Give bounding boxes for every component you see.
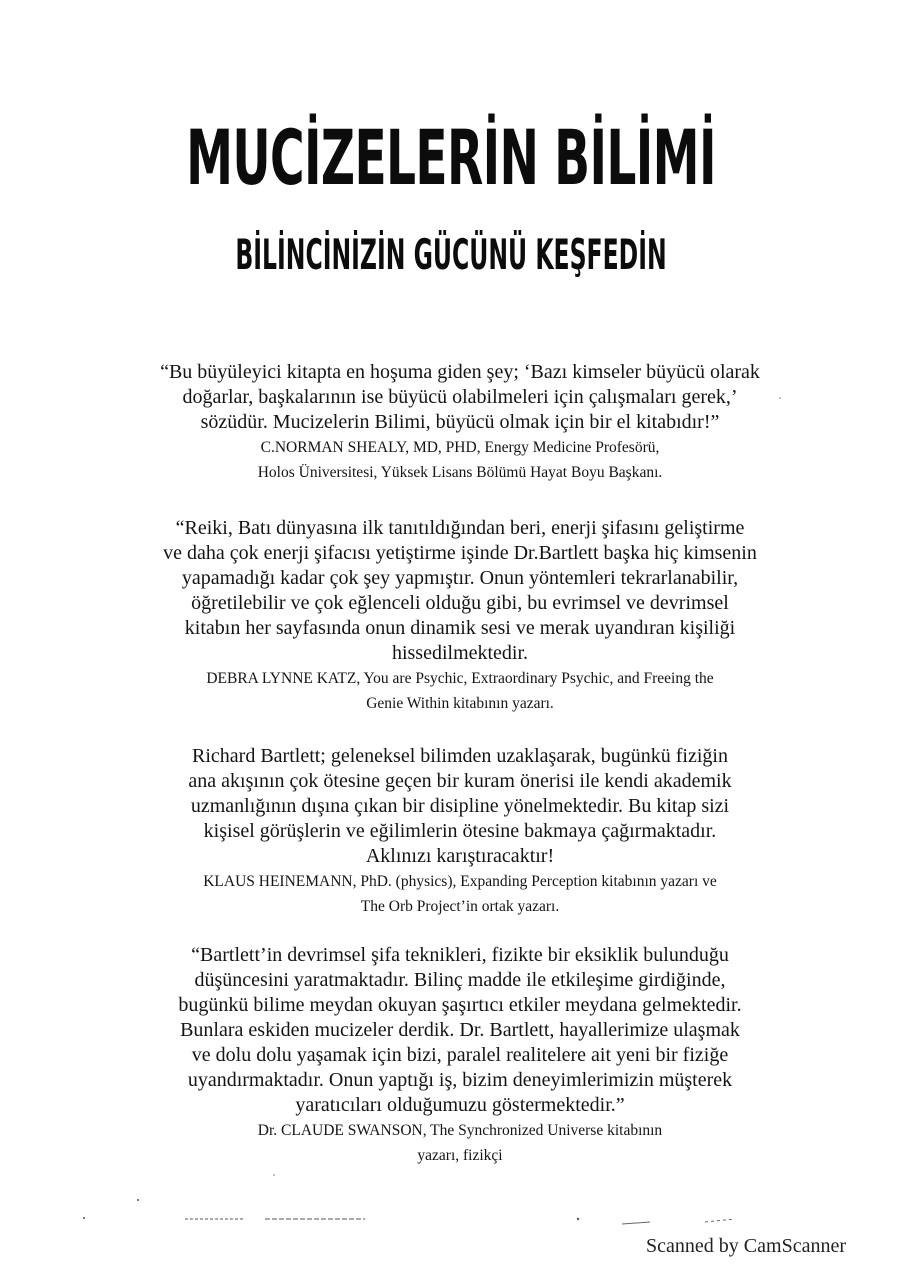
quote-line: Aklınızı karıştıracaktır! bbox=[365, 845, 555, 867]
quote-line: öğretilebilir ve çok eğlenceli olduğu gibi, bu evrimsel ve devrimsel bbox=[191, 592, 729, 614]
book-subtitle: BİLİNCİNİZİN GÜCÜNÜ KEŞFEDİN bbox=[235, 230, 667, 279]
quote-line: ve dolu dolu yaşamak için bizi, paralel realitelere ait yeni bir fiziğe bbox=[191, 1044, 729, 1066]
attribution-line: Genie Within kitabının yazarı. bbox=[366, 695, 554, 712]
attribution-line: DEBRA LYNNE KATZ, You are Psychic, Extraordinary Psychic, and Freeing the bbox=[206, 670, 714, 687]
quote-line: yaratıcıları olduğumuzu göstermektedir.” bbox=[295, 1094, 625, 1116]
testimonial-katz bbox=[110, 516, 810, 716]
quote-line: Richard Bartlett; geleneksel bilimden uzaklaşarak, bugünkü fiziğin bbox=[192, 745, 728, 767]
quote-line: uyandırmaktadır. Onun yaptığı iş, bizim deneyimlerimizin müşterek bbox=[187, 1069, 733, 1091]
testimonial-swanson bbox=[110, 943, 810, 1168]
scanner-watermark: Scanned by CamScanner bbox=[646, 1235, 846, 1257]
quote-line: uzmanlığının dışına çıkan bir disipline yönelmektedir. Bu kitap sizi bbox=[190, 795, 730, 817]
quote-line: ana akışının çok ötesine geçen bir kuram önerisi ile kendi akademik bbox=[188, 770, 732, 792]
quote-line: kitabın her sayfasında onun dinamik sesi ve merak uyandıran kişiliği bbox=[184, 617, 736, 639]
testimonial-shealy bbox=[110, 360, 810, 485]
quote-line: “Bu büyüleyici kitapta en hoşuma giden şey; ‘Bazı kimseler büyücü olarak bbox=[160, 361, 760, 383]
quote-line: sözüdür. Mucizelerin Bilimi, büyücü olmak için bir el kitabıdır!” bbox=[200, 411, 720, 433]
attribution-line: The Orb Project’in ortak yazarı. bbox=[360, 898, 560, 915]
quote-line: yapamadığı kadar çok şey yapmıştır. Onun yöntemleri tekrarlanabilir, bbox=[181, 567, 739, 589]
attribution-line: KLAUS HEINEMANN, PhD. (physics), Expanding Perception kitabının yazarı ve bbox=[203, 873, 717, 890]
testimonial-heinemann bbox=[110, 744, 810, 919]
attribution-line: Holos Üniversitesi, Yüksek Lisans Bölümü Hayat Boyu Başkanı. bbox=[257, 464, 663, 481]
attribution-line: yazarı, fizikçi bbox=[417, 1147, 503, 1164]
quote-line: “Reiki, Batı dünyasına ilk tanıtıldığından beri, enerji şifasını geliştirme bbox=[175, 517, 745, 539]
quote-line: Bunlara eskiden mucizeler derdik. Dr. Bartlett, hayallerimize ulaşmak bbox=[180, 1019, 740, 1041]
quote-line: “Bartlett’in devrimsel şifa teknikleri, fizikte bir eksiklik bulunduğu bbox=[191, 944, 729, 966]
quote-line: doğarlar, başkalarının ise büyücü olabilmeleri için çalışmaları gerek,’ bbox=[182, 386, 738, 408]
quote-line: düşüncesini yaratmaktadır. Bilinç madde ile etkileşime girdiğinde, bbox=[194, 969, 726, 991]
attribution-line: C.NORMAN SHEALY, MD, PHD, Energy Medicine Profesörü, bbox=[260, 439, 660, 456]
quote-line: bugünkü bilime meydan okuyan şaşırtıcı etkiler meydana gelmektedir. bbox=[178, 994, 742, 1016]
quote-line: kişisel görüşlerin ve eğilimlerin ötesine bakmaya çağırmaktadır. bbox=[203, 820, 717, 842]
quote-line: hissedilmektedir. bbox=[391, 642, 529, 664]
book-title: MUCİZELERİN BİLİMİ bbox=[186, 113, 716, 202]
attribution-line: Dr. CLAUDE SWANSON, The Synchronized Universe kitabının bbox=[257, 1122, 663, 1139]
quote-line: ve daha çok enerji şifacısı yetiştirme işinde Dr.Bartlett başka hiç kimsenin bbox=[163, 542, 757, 564]
